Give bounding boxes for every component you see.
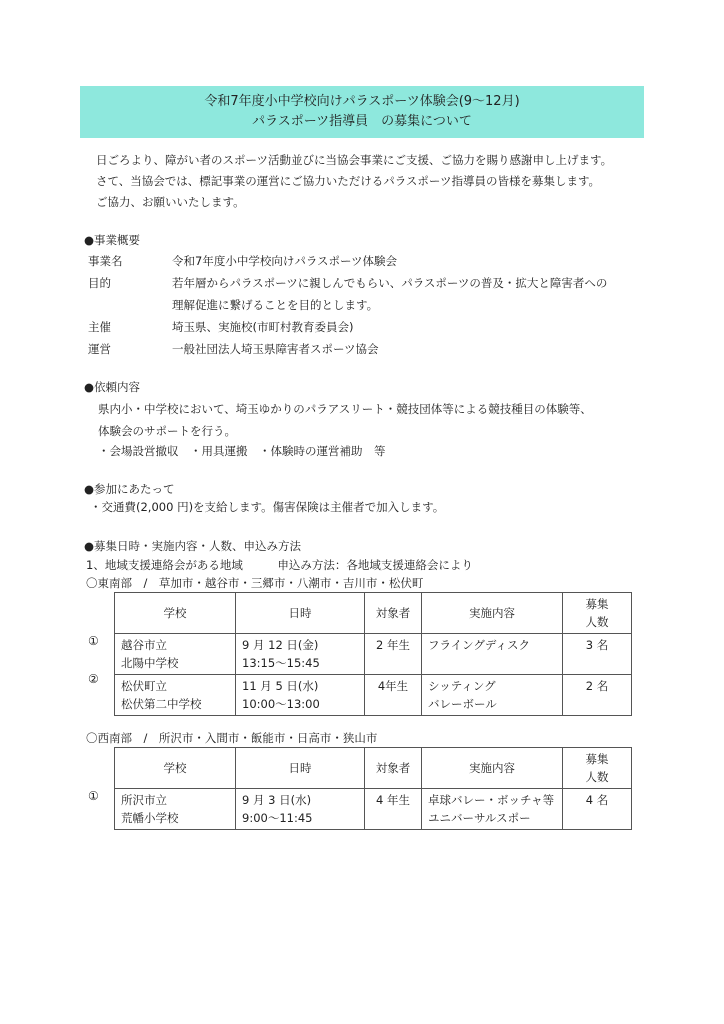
row-number: ② [88, 672, 99, 686]
title-line-1: 令和7年度小中学校向けパラスポーツ体験会(9～12月) [204, 94, 520, 109]
overview-value: 一般社団法人埼玉県障害者スポーツ協会 [172, 342, 379, 356]
cell-date: 9 月 12 日(金) 13:15～15:45 [236, 634, 365, 675]
cell-count: 2 名 [563, 675, 632, 716]
header-count: 募集 人数 [563, 748, 632, 789]
request-line: 県内小・中学校において、埼玉ゆかりのパラアスリート・競技団体等による競技種目の体験等、 [98, 402, 592, 416]
cell-target: 2 年生 [365, 634, 422, 675]
overview-value: 若年層からパラスポーツに親しんでもらい、パラスポーツの普及・拡大と障害者への [172, 276, 608, 290]
cell-date: 11 月 5 日(水) 10:00～13:00 [236, 675, 365, 716]
overview-label: 目的 [88, 276, 111, 290]
schedule-table [114, 592, 632, 716]
overview-heading: ●事業概要 [84, 233, 141, 247]
request-heading: ●依頼内容 [84, 380, 141, 394]
title-line-2: パラスポーツ指導員 の募集について [252, 114, 472, 129]
recruit-heading: ●募集日時・実施内容・人数、申込み方法 [84, 539, 302, 553]
table-header-row [115, 748, 632, 789]
header-date: 日時 [236, 593, 365, 634]
row-number: ① [88, 789, 99, 803]
header-count: 募集 人数 [563, 593, 632, 634]
request-line: ・会場設営撤収 ・用具運搬 ・体験時の運営補助 等 [98, 444, 386, 458]
cell-content: フライングディスク [422, 634, 563, 675]
participation-heading: ●参加にあたって [84, 482, 175, 496]
overview-label: 主催 [88, 320, 111, 334]
header-target: 対象者 [365, 593, 422, 634]
header-date: 日時 [236, 748, 365, 789]
intro-line: ご協力、お願いいたします。 [96, 195, 245, 209]
header-school: 学校 [115, 593, 236, 634]
participation-line: ・交通費(2,000 円)を支給します。傷害保険は主催者で加入します。 [90, 500, 445, 514]
cell-content: シッティング バレーボール [422, 675, 563, 716]
header-content: 実施内容 [422, 593, 563, 634]
overview-label: 事業名 [88, 254, 123, 268]
schedule-table [114, 747, 632, 830]
title-banner [80, 86, 644, 138]
table-row [115, 675, 632, 716]
overview-value: 令和7年度小中学校向けパラスポーツ体験会 [172, 254, 398, 268]
recruit-subheading: 1、地域支援連絡会がある地域 申込み方法：各地域支援連絡会により [86, 558, 473, 572]
cell-school: 松伏町立 松伏第二中学校 [115, 675, 236, 716]
cell-school: 所沢市立 荒幡小学校 [115, 789, 236, 830]
intro-paragraph [96, 150, 612, 213]
header-target: 対象者 [365, 748, 422, 789]
table-header-row [115, 593, 632, 634]
cell-count: 4 名 [563, 789, 632, 830]
header-school: 学校 [115, 748, 236, 789]
region-name: 〇東南部 / 草加市・越谷市・三郷市・八潮市・吉川市・松伏町 [86, 576, 424, 590]
overview-value: 埼玉県、実施校(市町村教育委員会) [172, 320, 354, 334]
region-name: 〇西南部 / 所沢市・入間市・飯能市・日高市・狭山市 [86, 731, 378, 745]
intro-line: さて、当協会では、標記事業の運営にご協力いただけるパラスポーツ指導員の皆様を募集します。 [96, 174, 601, 188]
table-row [115, 789, 632, 830]
request-line: 体験会のサポートを行う。 [98, 424, 236, 438]
table-row [115, 634, 632, 675]
row-number: ① [88, 634, 99, 648]
cell-content: 卓球バレー・ボッチャ等 ユニバーサルスポー [422, 789, 563, 830]
header-content: 実施内容 [422, 748, 563, 789]
overview-label: 運営 [88, 342, 111, 356]
cell-target: 4 年生 [365, 789, 422, 830]
cell-count: 3 名 [563, 634, 632, 675]
cell-school: 越谷市立 北陽中学校 [115, 634, 236, 675]
overview-value-cont: 理解促進に繋げることを目的とします。 [172, 298, 379, 312]
intro-line: 日ごろより、障がい者のスポーツ活動並びに当協会事業にご支援、ご協力を賜り感謝申し上げます。 [96, 153, 613, 167]
cell-date: 9 月 3 日(水) 9:00～11:45 [236, 789, 365, 830]
cell-target: 4年生 [365, 675, 422, 716]
